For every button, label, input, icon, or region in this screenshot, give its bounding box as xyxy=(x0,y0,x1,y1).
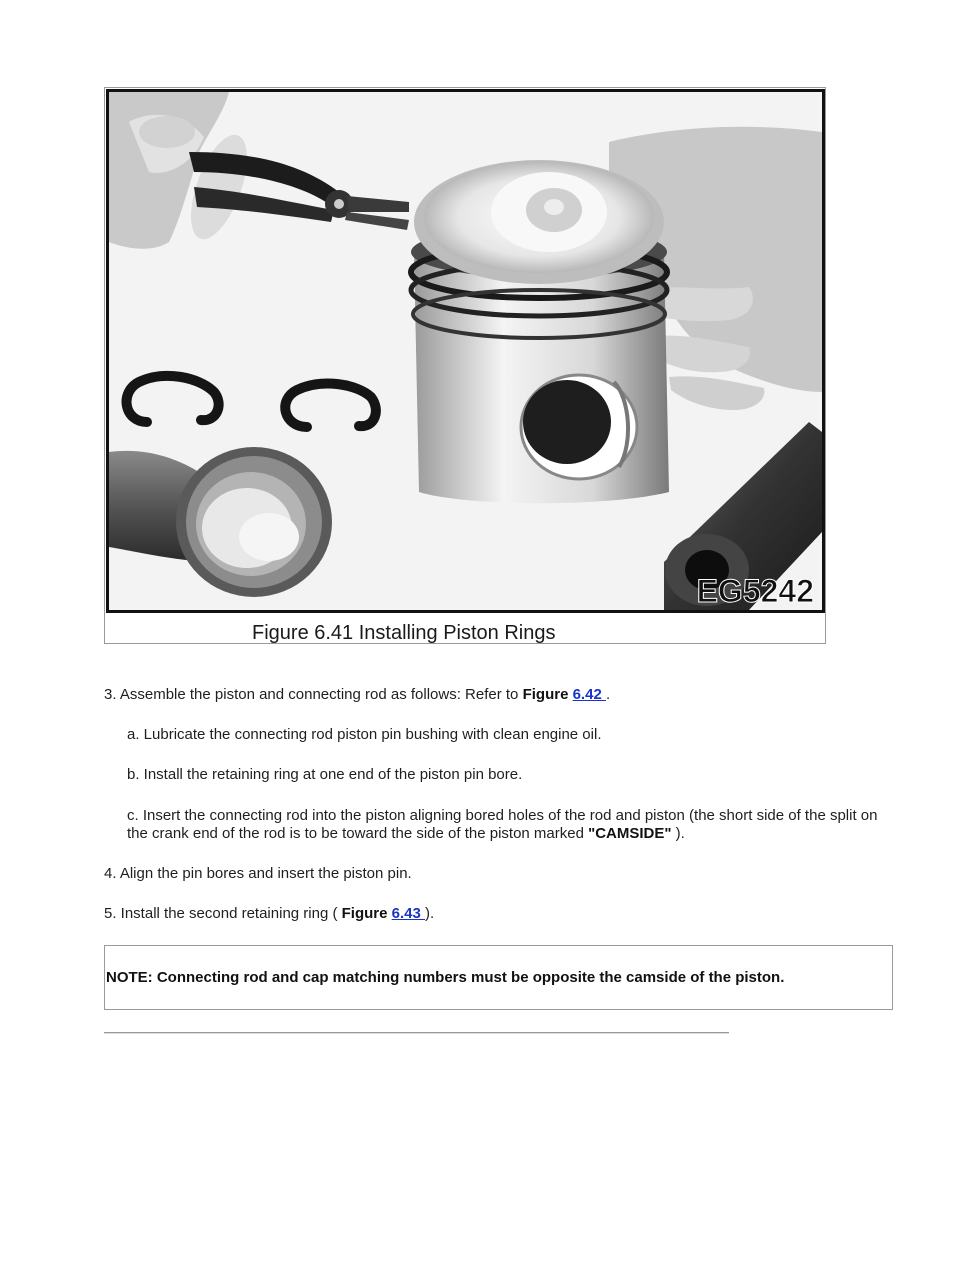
step-5-figure-word: Figure xyxy=(341,905,388,922)
figure-6-42-link[interactable]: 6.42 xyxy=(572,686,606,703)
horizontal-rule xyxy=(104,1032,729,1034)
note-text: NOTE: Connecting rod and cap matching numbers must be opposite the camside of the piston. xyxy=(106,969,785,986)
step-5-text: 5. Install the second retaining ring ( xyxy=(104,905,338,922)
figure-6-43-link[interactable]: 6.43 xyxy=(391,905,426,922)
step-3 xyxy=(104,686,610,704)
step-5 xyxy=(104,905,434,923)
piston-ring-installation-photo xyxy=(106,89,825,613)
camside-label: "CAMSIDE" xyxy=(588,825,672,842)
step-3-period: . xyxy=(605,686,611,703)
photo-code-label: EG5242 xyxy=(696,573,814,609)
step-3a: a. Lubricate the connecting rod piston pin bushing with clean engine oil. xyxy=(127,726,602,743)
step-3b: b. Install the retaining ring at one end of the piston pin bore. xyxy=(127,766,523,783)
step-3-text: 3. Assemble the piston and connecting rod as follows: Refer to xyxy=(104,686,519,703)
figure-caption: Figure 6.41 Installing Piston Rings xyxy=(252,622,556,644)
step-3c-text: c. Insert the connecting rod into the piston aligning bored holes of the rod and piston (the short side of the split on the crank end of the rod is to be toward the side of the piston marked xyxy=(127,807,878,842)
step-4: 4. Align the pin bores and insert the piston pin. xyxy=(104,865,412,882)
step-5-closing: ). xyxy=(425,905,435,922)
step-3c-closing: ). xyxy=(671,825,685,842)
note-box xyxy=(104,945,893,1010)
step-3-figure-word: Figure xyxy=(522,686,569,703)
figure-container xyxy=(104,87,826,644)
step-3c xyxy=(127,807,887,843)
